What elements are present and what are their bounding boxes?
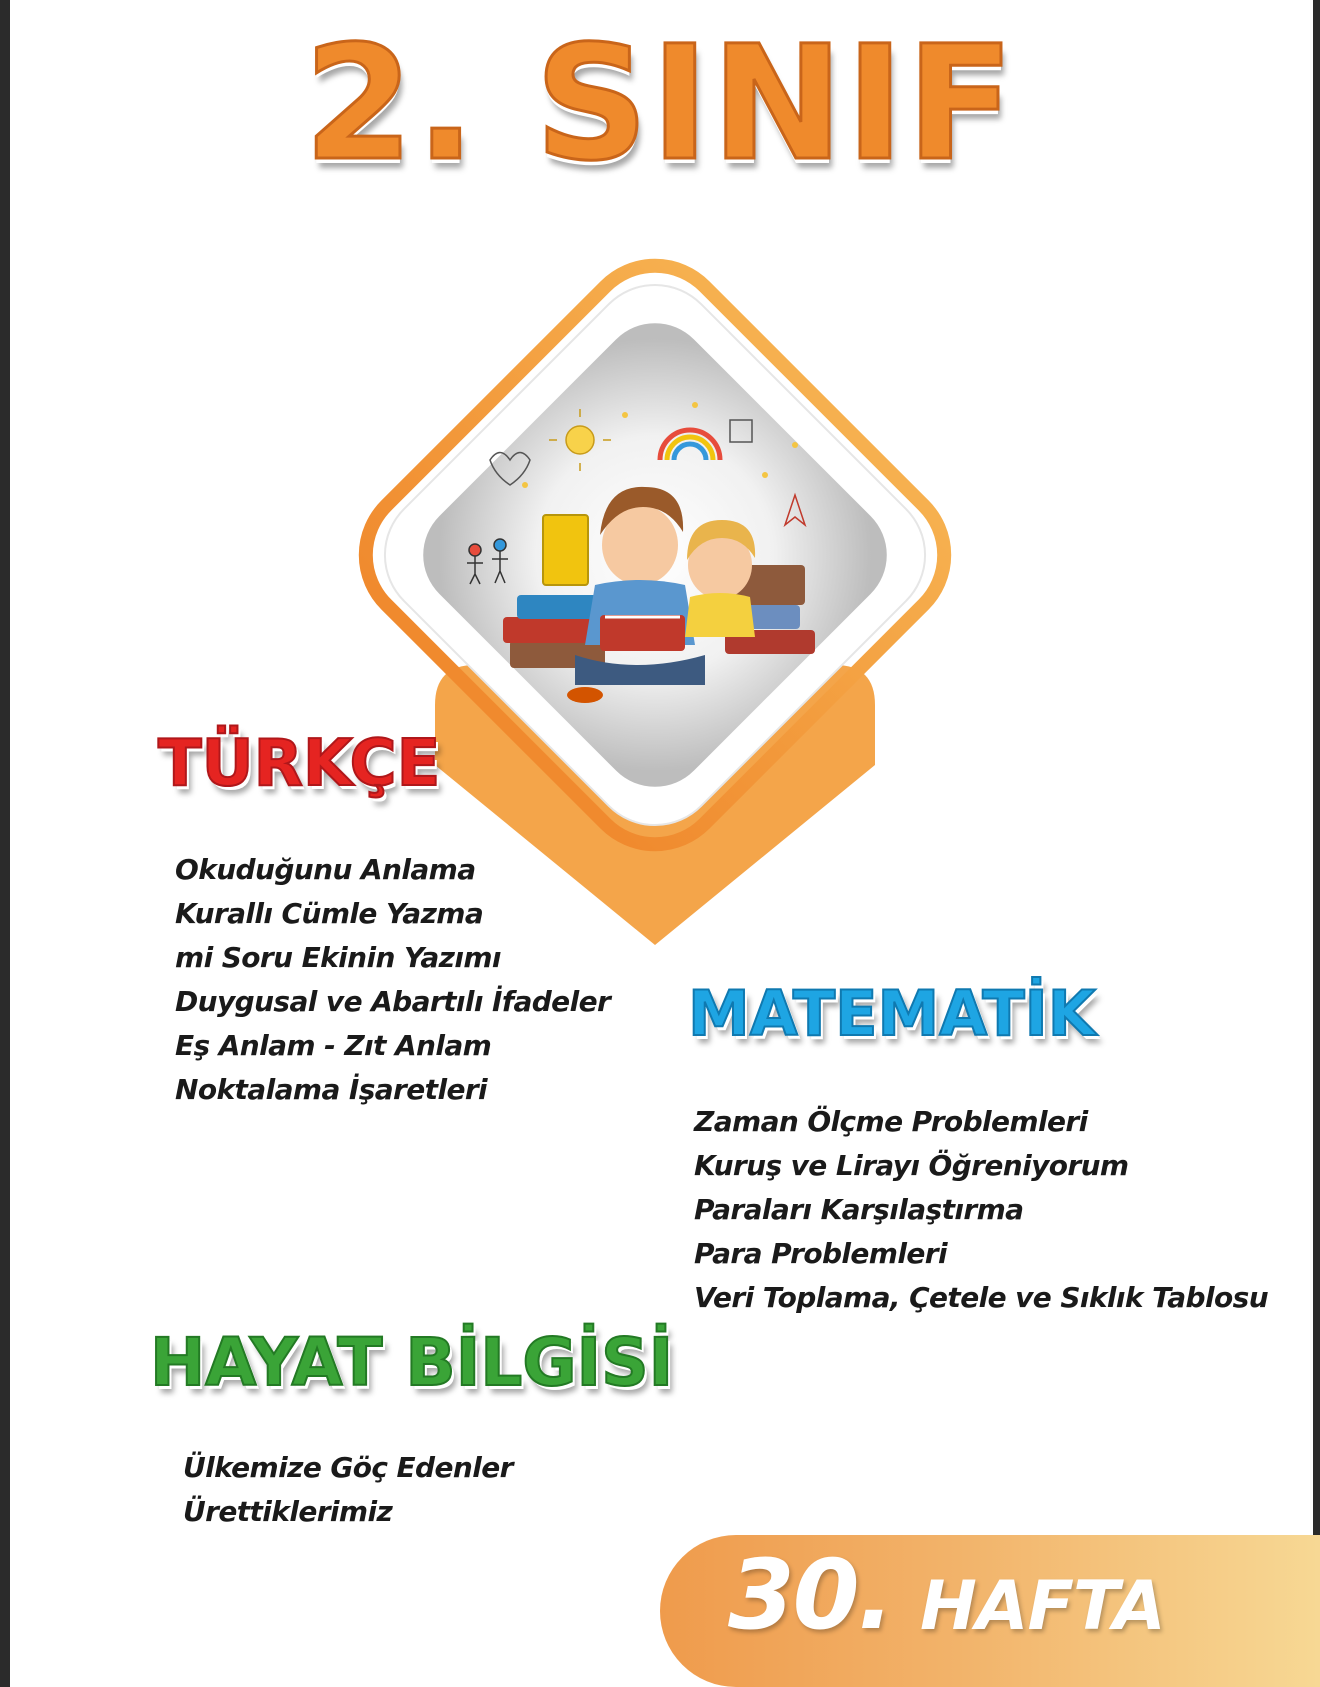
list-item: Eş Anlam - Zıt Anlam — [175, 1029, 492, 1062]
matematik-title: MATEMATİK — [688, 977, 1096, 1050]
page-border-right — [1313, 0, 1320, 1687]
list-item: Zaman Ölçme Problemleri — [694, 1105, 1088, 1138]
list-item: Ülkemize Göç Edenler — [183, 1451, 513, 1484]
hayat-bilgisi-title: HAYAT BİLGİSİ — [150, 1324, 674, 1401]
list-item: Okuduğunu Anlama — [175, 853, 476, 886]
children-reading-illustration — [295, 245, 1015, 945]
list-item: mi Soru Ekinin Yazımı — [175, 941, 501, 974]
list-item: Kuruş ve Lirayı Öğreniyorum — [694, 1149, 1129, 1182]
list-item: Duygusal ve Abartılı İfadeler — [175, 985, 611, 1018]
page-border-left — [0, 0, 10, 1687]
list-item: Paraları Karşılaştırma — [694, 1193, 1024, 1226]
list-item: Ürettiklerimiz — [183, 1495, 393, 1528]
turkce-title: TÜRKÇE — [158, 727, 441, 801]
list-item: Veri Toplama, Çetele ve Sıklık Tablosu — [694, 1281, 1269, 1314]
week-label: HAFTA — [920, 1567, 1165, 1646]
list-item: Kurallı Cümle Yazma — [175, 897, 484, 930]
list-item: Noktalama İşaretleri — [175, 1073, 488, 1106]
grade-title: 2. SINIF — [303, 12, 1017, 196]
week-number: 30. — [728, 1539, 893, 1651]
matematik-topic-list — [694, 1100, 1268, 1320]
list-item: Para Problemleri — [694, 1237, 947, 1270]
turkce-topic-list — [175, 848, 610, 1112]
hayat-bilgisi-topic-list — [183, 1446, 513, 1534]
